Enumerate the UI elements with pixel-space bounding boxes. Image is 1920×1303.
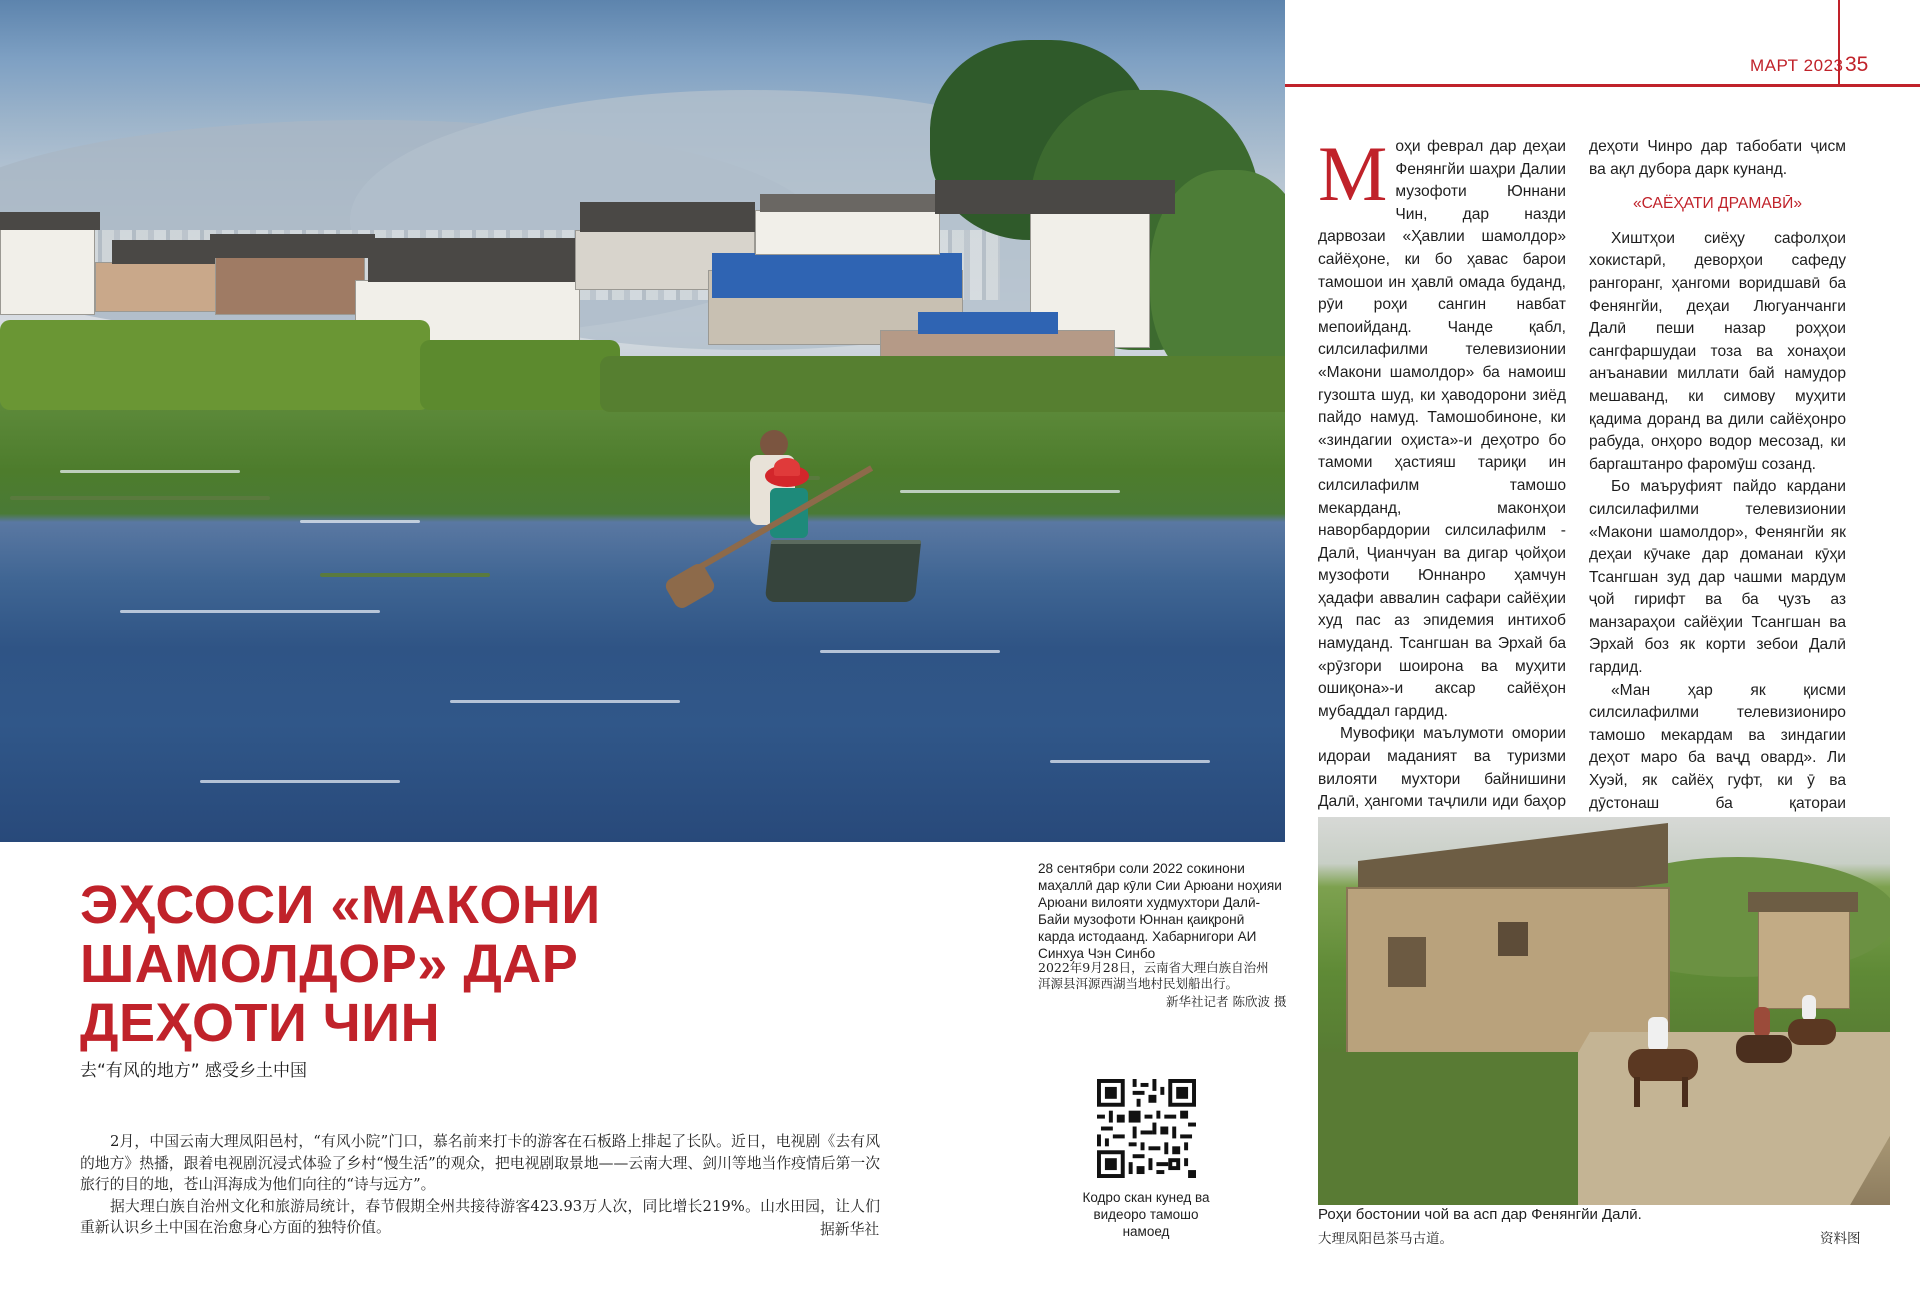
section-subhead: «САЁҲАТИ ДРАМАВӢ» <box>1632 195 1803 213</box>
headline: ЭҲСОСИ «МАКОНИ ШАМОЛДОР» ДАР ДЕҲОТИ ЧИН <box>80 875 601 1053</box>
article-paragraph: Мувофиқи маълумоти омории идораи маданият ва туризми вилояти мухтори байнишини Далӣ, ҳангоми таҷлили иди баҳор <box>1318 725 1566 811</box>
article-paragraph: Хиштҳои сиёҳу сафолҳои хокистарӣ, деворҳои сафеду рангоранг, ҳангоми воридшавӣ ба Фенянгйи, деҳаи Люгуанчанги Далӣ пеши назар роҳҳои сангфаршудаи тоза ва хонаҳои анъанавии миллати бай намудор мешаванд, ки симову муҳити қадима доранд ва дили сайёҳонро рабуда, онҳоро водор месозад, ки баргаштанро фаромӯш созанд. <box>1589 229 1846 473</box>
chinese-summary <box>80 1131 880 1239</box>
main-lake-photo <box>0 0 1285 842</box>
main-photo-caption: 28 сентябри соли 2022 сокинони маҳаллӣ дар кӯли Сии Арюани ноҳияи Арюани вилояти худмухтори Далӣ-Байи музофоти Юннан қаиқронӣ карда истодаанд. Хабарнигори АИ Синхуа Чэн Синбо <box>1038 861 1282 961</box>
qr-code-icon[interactable] <box>1097 1079 1196 1178</box>
issue-month: МАРТ 2023 <box>1750 56 1844 75</box>
article-paragraph: Бо маъруфият пайдо кардани силсилафилми телевизионии «Макони шамолдор», Фенянгйи як деҳаи кӯчаке дар доманаи кӯҳи Тсангшан зуд дар чашми мардум ҷой гирифт ва ба ҷузъ аз манзараҳои сайёҳии Тсангшан ва Эрхай боз як корти зебои Далӣ гардид. <box>1589 478 1846 677</box>
lane-photo-credit: 资料图 <box>1820 1231 1861 1247</box>
qr-caption: Кодро скан кунед ва видеоро тамошо намоед <box>1082 1190 1210 1239</box>
chinese-paragraph: 2月，中国云南大理凤阳邑村，“有风小院”门口，慕名前来打卡的游客在石板路上排起了长队。近日，电视剧《去有风的地方》热播，跟着电视剧沉浸式体验了乡村“慢生活”的观众，把电视剧取景地——云南大理、剑川等地当作疫情后第一次旅行的目的地，苍山洱海成为他们向往的“诗与远方”。 <box>80 1133 880 1193</box>
paragraph-text: оҳи феврал дар деҳаи Фенянгйи шаҳри Далии музофоти Юннани Чин, дар назди дарвозаи «Ҳавлии шамолдор» сайёҳоне, ки бо ҳавас барои тамошои ин ҳавлӣ омада буданд, рӯи роҳи сангин навбат мепоийданд. Чанде қабл, силсилафилми телевизионии «Макони шамолдор» ба намоиш гузошта шуд, ки ҳаводорони зиёд пайдо намуд. Тамошобиноне, ки «зиндагии оҳиста»-и деҳотро бо тамоми ҳастияш тариқи ин силсилафилм тамошо мекарданд, маконҳои наворбардории силсилафилм - Далӣ, Ҷианчуан ва дигар ҷойҳои музофоти Юннанро ҳамчун ҳадафи аввалин сафари сайёҳии худ пас аз эпидемия интихоб намуданд. Тсангшан ва Эрхай ба «рӯзгори шоирона ва муҳити ошиқона»-и аксар сайёҳон мубаддал гардид. <box>1318 138 1566 720</box>
horse-rider <box>1628 1017 1698 1107</box>
horse-rider <box>1736 1007 1792 1087</box>
main-photo-credit: 新华社记者 陈欣波 摄 <box>1166 994 1287 1009</box>
header-rule <box>1285 84 1920 87</box>
horse-rider <box>1788 995 1836 1067</box>
lane-photo-caption: Роҳи бостонии чой ва асп дар Фенянгйи Далӣ. <box>1318 1206 1642 1223</box>
subtitle-cn: 去“有风的地方” 感受乡土中国 <box>80 1061 308 1081</box>
article-paragraph: «Ман ҳар як қисми силсилафилми телевизиониро тамошо мекардам ва зиндагии деҳот маро ба ваҷд овард». Ли Хуэй, як сайёҳ гуфт, ки ӯ ва дӯстонаш ба қатораи <box>1589 681 1846 812</box>
page-number: 35 <box>1845 53 1869 76</box>
lane-photo-caption-cn: 大理凤阳邑茶马古道。 <box>1318 1231 1453 1247</box>
article-paragraph: деҳоти Чинро дар табобати ҷисм ва ақл дубора дарк кунанд. <box>1589 138 1846 178</box>
tea-horse-road-photo <box>1318 817 1890 1205</box>
chinese-paragraph: 据大理白族自治州文化和旅游局统计，春节假期全州共接待游客423.93万人次，同比增长219%。山水田园，让人们重新认识乡土中国在治愈身心方面的独特价值。 <box>80 1197 880 1236</box>
boat-figure <box>680 430 940 620</box>
dropcap: М <box>1318 130 1388 217</box>
chinese-source: 据新华社 <box>820 1221 880 1238</box>
article-column-right <box>1589 136 1846 928</box>
article-paragraph <box>1318 130 1566 723</box>
main-photo-caption-cn: 2022年9月28日，云南省大理白族自治州洱源县洱源西湖当地村民划船出行。 <box>1038 960 1269 991</box>
